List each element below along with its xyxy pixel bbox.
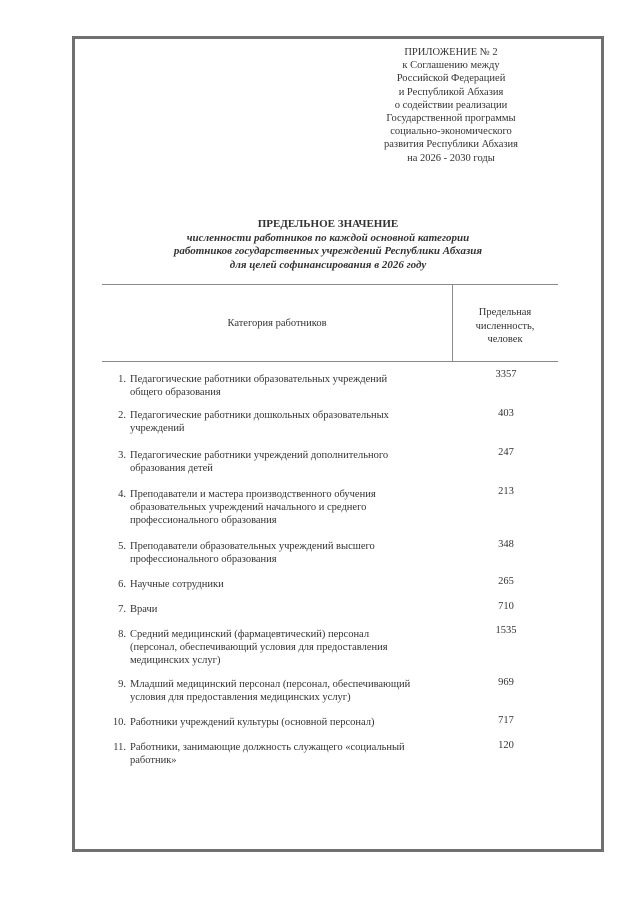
row-number: 7.	[118, 604, 126, 615]
row-number: 10.	[112, 717, 126, 728]
row-number: 8.	[118, 629, 126, 640]
document-title	[100, 218, 556, 272]
appendix-line: к Соглашению между	[402, 60, 500, 72]
row-category-line: Средний медицинский (фармацевтический) персонал	[130, 629, 370, 640]
row-value: 348	[498, 539, 514, 550]
appendix-line: Российской Федерацией	[396, 73, 506, 85]
row-category-line: медицинских услуг)	[130, 655, 221, 667]
row-category	[130, 716, 430, 729]
row-category	[130, 409, 430, 435]
row-category-line: Работники, занимающие должность служащего «социальный	[130, 742, 405, 753]
row-number: 2.	[118, 410, 126, 421]
appendix-line: Государственной программы	[386, 113, 516, 125]
row-number: 11.	[113, 742, 126, 753]
column-header-limit-line: человек	[487, 334, 523, 345]
title-subtitle-line: численности работников по каждой основной категории	[186, 231, 470, 244]
appendix-line: социально-экономического	[390, 126, 512, 138]
row-number: 4.	[118, 489, 126, 500]
row-category	[130, 540, 430, 566]
row-category	[130, 741, 430, 767]
table-column-divider	[452, 284, 453, 361]
row-category-line: профессионального образования	[130, 554, 277, 566]
row-category-line: Младший медицинский персонал (персонал, обеспечивающий	[130, 679, 411, 690]
appendix-line: ПРИЛОЖЕНИЕ № 2	[404, 47, 498, 58]
row-category-line: условия для предоставления медицинских услуг)	[130, 692, 351, 704]
row-category-line: образовательных учреждений начального и среднего	[130, 502, 367, 514]
row-category-line: (персонал, обеспечивающий условия для предоставления	[130, 642, 388, 654]
row-category-line: Педагогические работники дошкольных образовательных	[130, 410, 389, 421]
table-header-rule	[102, 361, 558, 362]
row-category-line: профессионального образования	[130, 515, 277, 527]
row-value: 120	[498, 740, 514, 751]
row-number: 5.	[118, 541, 126, 552]
row-category-line: работник»	[130, 755, 177, 767]
column-header-limit-line: Предельная	[478, 307, 532, 318]
row-category	[130, 603, 430, 616]
row-number: 3.	[118, 450, 126, 461]
row-category	[130, 373, 430, 399]
title-main: ПРЕДЕЛЬНОЕ ЗНАЧЕНИЕ	[257, 218, 399, 230]
table-top-rule	[102, 284, 558, 285]
row-category-line: образования детей	[130, 463, 213, 475]
row-value: 717	[498, 715, 514, 726]
appendix-line: на 2026 - 2030 годы	[407, 152, 495, 164]
row-category	[130, 628, 430, 668]
row-category	[130, 678, 430, 704]
row-value: 265	[498, 576, 514, 587]
row-value: 1535	[495, 625, 517, 636]
row-category-line: Преподаватели и мастера производственного обучения	[130, 489, 376, 500]
row-category-line: Врачи	[130, 604, 158, 615]
row-category-line: Научные сотрудники	[130, 579, 224, 590]
row-category	[130, 449, 430, 475]
row-value: 710	[498, 601, 514, 612]
row-category-line: Работники учреждений культуры (основной персонал)	[130, 717, 375, 728]
row-value: 403	[498, 408, 514, 419]
row-value: 969	[498, 677, 514, 688]
column-header-limit	[455, 306, 555, 347]
appendix-line: о содействии реализации	[394, 99, 508, 111]
appendix-line: развития Республики Абхазия	[384, 139, 518, 151]
row-category-line: общего образования	[130, 387, 221, 399]
row-value: 3357	[495, 369, 517, 380]
row-value: 213	[498, 486, 514, 497]
appendix-line: и Республикой Абхазия	[398, 86, 504, 98]
row-number: 1.	[118, 374, 126, 385]
title-subtitle-line: работников государственных учреждений Республики Абхазия	[173, 245, 483, 257]
row-category-line: учреждений	[130, 423, 185, 435]
row-number: 9.	[118, 679, 126, 690]
column-header-limit-line: численность,	[475, 320, 535, 332]
appendix-header	[360, 46, 542, 165]
row-number: 6.	[118, 579, 126, 590]
column-header-category: Категория работников	[227, 318, 327, 329]
row-category	[130, 488, 430, 528]
row-category-line: Педагогические работники образовательных учреждений	[130, 374, 388, 385]
row-value: 247	[498, 447, 514, 458]
row-category	[130, 578, 430, 591]
row-category-line: Преподаватели образовательных учреждений высшего	[130, 541, 375, 552]
row-category-line: Педагогические работники учреждений дополнительного	[130, 450, 389, 461]
title-subtitle-line: для целей софинансирования в 2026 году	[229, 258, 427, 271]
